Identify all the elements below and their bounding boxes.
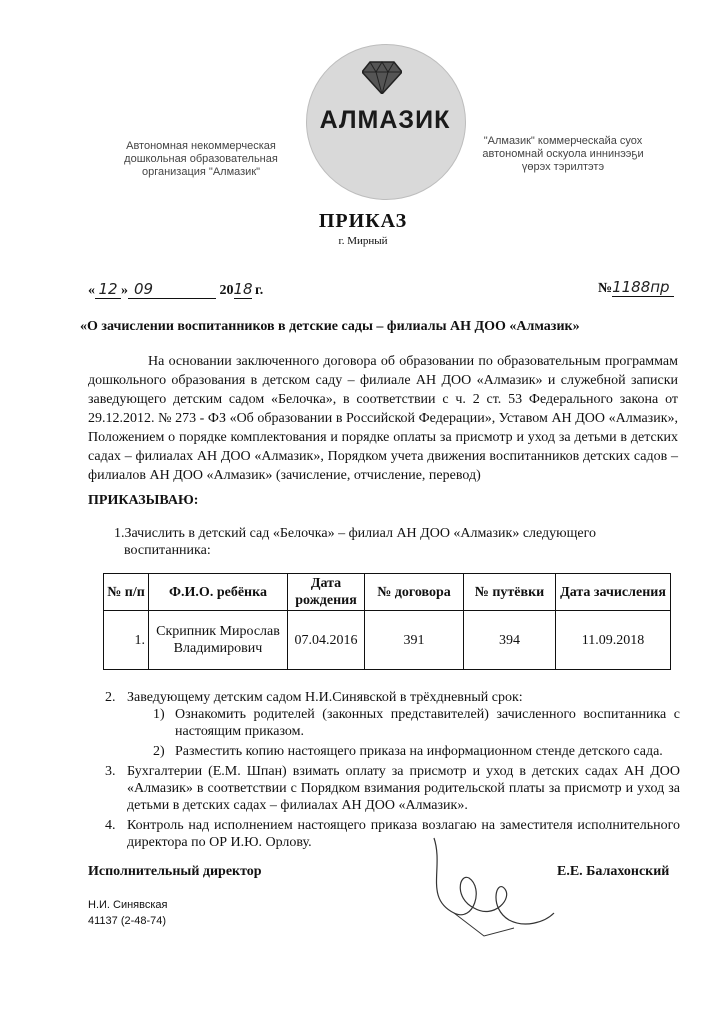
order-number	[598, 278, 674, 297]
diamond-icon	[362, 58, 402, 94]
org-name-russian	[108, 140, 294, 179]
signer-name: Е.Е. Балахонский	[557, 864, 670, 879]
order-items	[105, 689, 680, 851]
order-subject: «О зачислении воспитанников в детские сады – филиалы АН ДОО «Алмазик»	[80, 319, 580, 334]
org-right-line: үөрэх тэрилтэтэ	[521, 161, 605, 173]
list-item-3	[105, 763, 680, 814]
quote-open: «	[88, 283, 95, 298]
col-header: № путёвки	[464, 574, 556, 611]
document-city: г. Мирный	[338, 235, 388, 247]
table-cell: 391	[365, 611, 464, 670]
sub-item-1	[105, 706, 680, 740]
table-row	[104, 611, 671, 670]
date-year-prefix: 20	[219, 283, 234, 298]
list-text: Контроль над исполнением настоящего приказа возлагаю на заместителя исполнительного директора по ОР И.Ю. Орлову.	[127, 818, 680, 850]
org-name-yakut	[470, 135, 656, 174]
list-number: 2)	[153, 744, 165, 759]
number-sign: №	[598, 281, 613, 296]
quote-close: »	[121, 283, 128, 298]
table-cell: 11.09.2018	[556, 611, 671, 670]
col-header: № договора	[365, 574, 464, 611]
table-cell: 1.	[104, 611, 149, 670]
table-cell: 07.04.2016	[288, 611, 365, 670]
list-text: Ознакомить родителей (законных представителей) зачисленного воспитанника с настоящим приказом.	[175, 707, 680, 739]
col-header: Дата зачисления	[556, 574, 671, 611]
org-left-line: организация "Алмазик"	[141, 166, 261, 178]
list-number: 3.	[105, 764, 116, 779]
preamble-paragraph: На основании заключенного договора об образовании по образовательным программам дошкольного образования в детском саду – филиале АН ДОО «Алмазик» и служебной записки заведующего детским садом «Белочка», в соответствии с ч. 2 ст. 53 Федерального закона от 29.12.2012. № 273 - ФЗ «Об образовании в Российской Федерации», Уставом АН ДОО «Алмазик», Положением о порядке комплектования и порядке оплаты за присмотр и уход за детьми в детских садах – филиалах АН ДОО «Алмазик», Порядком учета движения воспитанников детских садов – филиалов АН ДОО «Алмазик» (зачисление, отчисление, перевод)	[88, 354, 678, 483]
date-year-suffix: 18	[233, 280, 253, 298]
col-header: Ф.И.О. ребёнка	[149, 574, 288, 611]
list-item-4	[105, 817, 680, 851]
col-header: Дата рождения	[288, 574, 365, 611]
date-month: 09	[128, 280, 216, 299]
enrollment-table	[103, 573, 671, 670]
list-text: Заведующему детским садом Н.И.Синявской в трёхдневный срок:	[127, 690, 523, 705]
table-header-row	[104, 574, 671, 611]
table-cell: 394	[464, 611, 556, 670]
executor-phone: 41137 (2-48-74)	[88, 915, 167, 927]
date-day: 12	[95, 280, 121, 299]
org-left-line: дошкольная образовательная	[124, 153, 278, 165]
executor-name: Н.И. Синявская	[88, 899, 168, 911]
list-item-2	[105, 689, 680, 706]
col-header: № п/п	[104, 574, 149, 611]
list-number: 1)	[153, 707, 165, 722]
list-text: Бухгалтерии (Е.М. Шпан) взимать оплату за присмотр и уход в детских садах АН ДОО «Алмазик» в соответствии с Порядком взимания родительской платы за присмотр и уход за детьми в детских садах – филиалах АН ДОО «Алмазик».	[127, 764, 680, 813]
table-cell: Скрипник Мирослав Владимирович	[149, 611, 288, 670]
item1-line1: 1.Зачислить в детский сад «Белочка» – филиал АН ДОО «Алмазик» следующего	[114, 526, 597, 541]
list-item-1	[114, 525, 680, 559]
order-directive: ПРИКАЗЫВАЮ:	[88, 493, 199, 508]
org-right-line: "Алмазик" коммерческайа суох	[483, 135, 643, 147]
document-title: ПРИКАЗ	[318, 210, 408, 232]
org-right-line: автономнай оскуола иннинээҕи	[482, 148, 644, 160]
signer-role: Исполнительный директор	[88, 864, 262, 879]
item1-line2: воспитанника:	[124, 543, 211, 558]
sub-item-2	[105, 743, 680, 760]
date-year-end: г.	[251, 283, 264, 298]
handwritten-signature	[414, 828, 564, 938]
list-number: 2.	[105, 690, 116, 705]
order-date	[88, 280, 263, 299]
org-left-line: Автономная некоммерческая	[126, 140, 276, 152]
list-text: Разместить копию настоящего приказа на информационном стенде детского сада.	[175, 744, 663, 759]
list-number: 4.	[105, 818, 116, 833]
logo-text: АЛМАЗИК	[319, 106, 451, 134]
number-value: 1188пр	[612, 278, 674, 297]
